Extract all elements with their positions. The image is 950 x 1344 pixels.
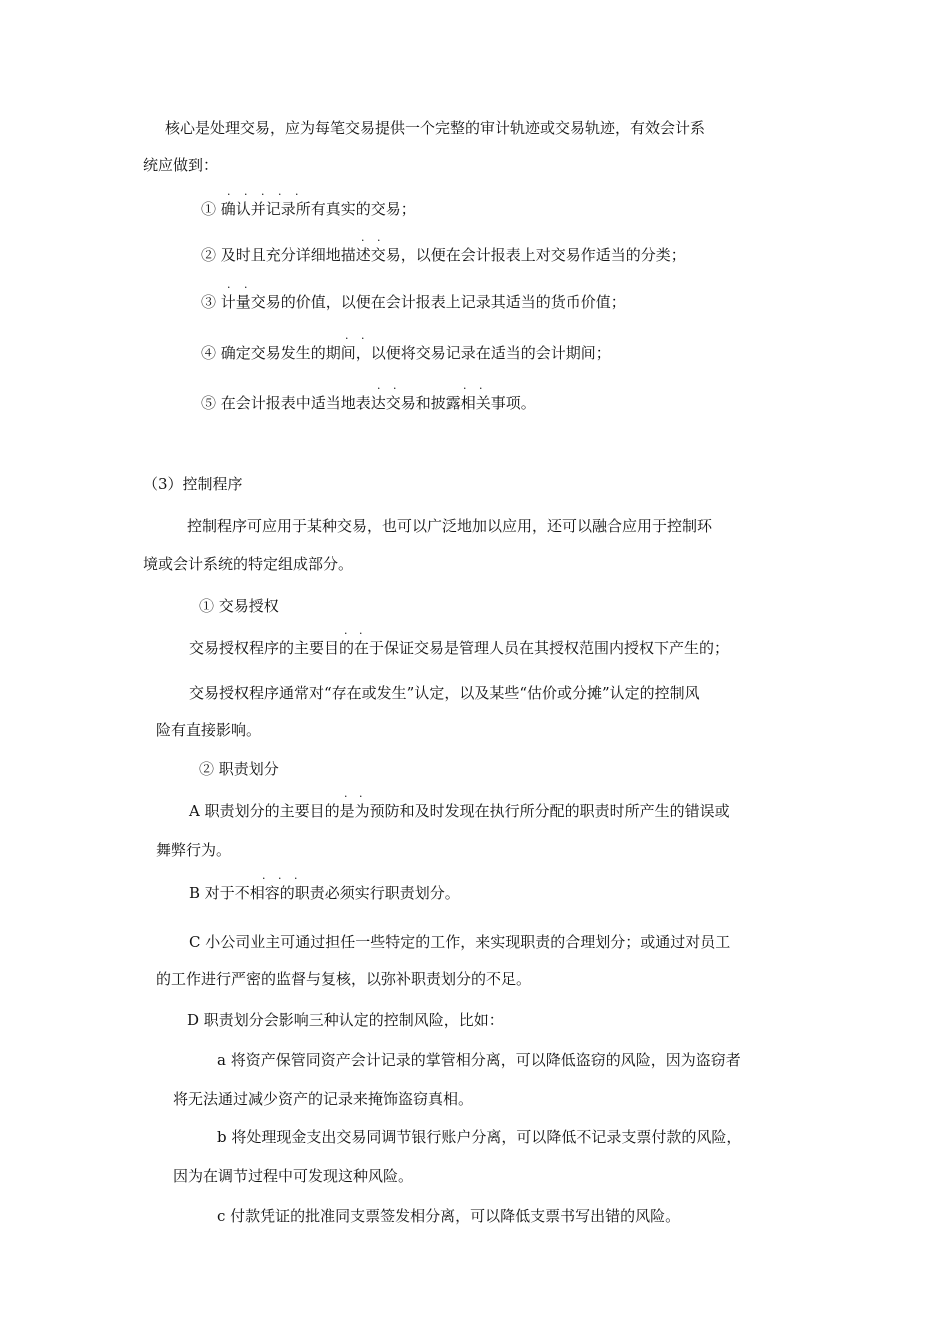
emphasis-dot: · <box>278 188 282 201</box>
paragraph-segregation-c-line-2: 的工作进行严密的监督与复核，以弥补职责划分的不足。 <box>156 970 532 988</box>
paragraph-authorization-purpose: 交易授权程序的主要目的在于保证交易是管理人员在其授权范围内授权下产生的； · · <box>189 627 730 657</box>
emphasis-dot: · <box>361 332 365 345</box>
emphasis-dot: · <box>463 382 467 395</box>
example-b-line-2: 因为在调节过程中可发现这种风险。 <box>173 1167 414 1185</box>
emphasis-dot: · <box>359 790 363 803</box>
paragraph-control-line-2: 境或会计系统的特定组成部分。 <box>143 555 354 573</box>
paragraph-segregation-b: B 对于不相容的职责必须实行职责划分。 · · · <box>189 872 460 902</box>
example-a-line-1: a 将资产保管同资产会计记录的掌管相分离，可以降低盗窃的风险，因为盗窃者 <box>217 1051 741 1069</box>
subheading-segregation: ② 职责划分 <box>199 760 279 778</box>
list-item-measure: ③ 计量交易的价值，以便在会计报表上记录其适当的货币价值； · · <box>201 281 626 311</box>
emphasis-dot: · <box>227 281 231 294</box>
paragraph-segregation-a-line-2: 舞弊行为。 <box>156 841 232 859</box>
emphasis-dot: · <box>359 627 363 640</box>
emphasis-dot: · <box>377 382 381 395</box>
emphasis-dot: · <box>244 188 248 201</box>
emphasis-dot: · <box>345 332 349 345</box>
example-c: c 付款凭证的批准同支票签发相分离，可以降低支票书写出错的风险。 <box>217 1207 681 1225</box>
paragraph-control-line-1: 控制程序可应用于某种交易，也可以广泛地加以应用，还可以融合应用于控制环 <box>187 517 713 535</box>
emphasis-dot: · <box>278 872 282 885</box>
list-item-period: ④ 确定交易发生的期间，以便将交易记录在适当的会计期间； · · <box>201 332 611 362</box>
list-item-describe: ② 及时且充分详细地描述交易，以便在会计报表上对交易作适当的分类； · · <box>201 234 686 264</box>
paragraph-authorization-effect-line-2: 险有直接影响。 <box>156 721 262 739</box>
paragraph-core-line-1: 核心是处理交易，应为每笔交易提供一个完整的审计轨迹或交易轨迹，有效会计系 <box>165 119 706 137</box>
example-b-line-1: b 将处理现金支出交易同调节银行账户分离，可以降低不记录支票付款的风险， <box>217 1128 742 1146</box>
example-a-line-2: 将无法通过减少资产的记录来掩饰盗窃真相。 <box>173 1090 474 1108</box>
paragraph-segregation-c-line-1: C 小公司业主可通过担任一些特定的工作，来实现职责的合理划分；或通过对员工 <box>189 933 731 951</box>
paragraph-segregation-a-line-1: A 职责划分的主要目的是为预防和及时发现在执行所分配的职责时所产生的错误或 · · <box>189 790 730 820</box>
paragraph-segregation-d: D 职责划分会影响三种认定的控制风险，比如： <box>187 1011 504 1029</box>
emphasis-dot: · <box>479 382 483 395</box>
list-item-disclose: ⑤ 在会计报表中适当地表达交易和披露相关事项。 · · · · <box>201 382 536 412</box>
paragraph-authorization-effect-line-1: 交易授权程序通常对“存在或发生”认定，以及某些“估价或分摊”认定的控制风 <box>189 684 700 702</box>
emphasis-dot: · <box>262 872 266 885</box>
emphasis-dot: · <box>361 234 365 247</box>
subheading-authorization: ① 交易授权 <box>199 597 279 615</box>
emphasis-dot: · <box>344 790 348 803</box>
emphasis-dot: · <box>294 872 298 885</box>
emphasis-dot: · <box>344 627 348 640</box>
emphasis-dot: · <box>393 382 397 395</box>
emphasis-dot: · <box>244 281 248 294</box>
list-item-confirm: ① 确认并记录所有真实的交易； · · · · · <box>201 188 416 218</box>
emphasis-dot: · <box>377 234 381 247</box>
emphasis-dot: · <box>227 188 231 201</box>
paragraph-core-line-2: 统应做到： <box>143 156 219 174</box>
section-heading-control-procedures: （3）控制程序 <box>143 475 243 493</box>
emphasis-dot: · <box>295 188 299 201</box>
emphasis-dot: · <box>261 188 265 201</box>
